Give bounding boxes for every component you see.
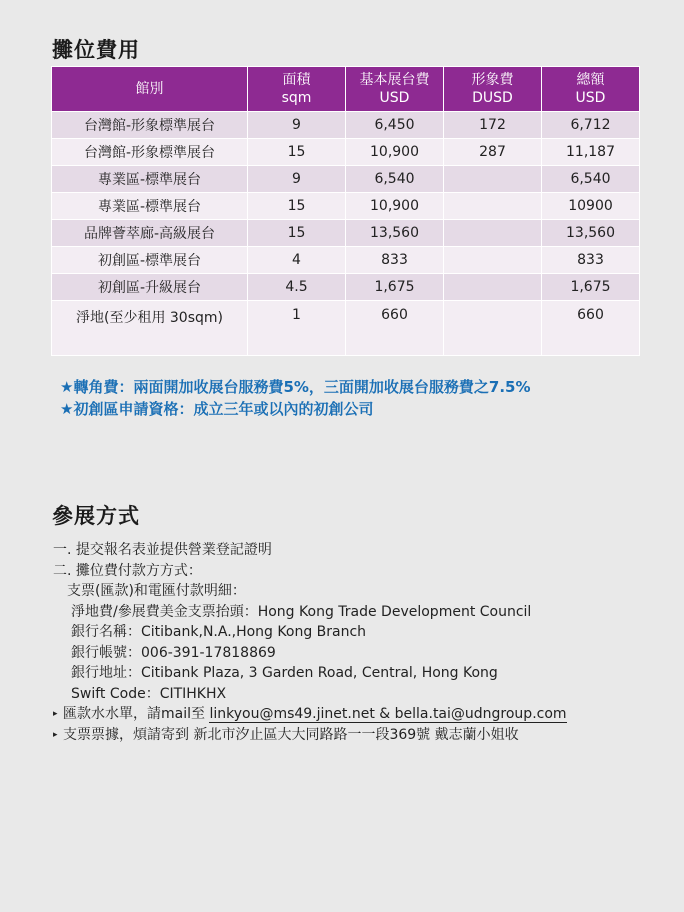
header-unit: DUSD [472,90,513,106]
header-label: 總額 [576,72,605,88]
email-links[interactable]: linkyou@ms49.jinet.net & bella.tai@udngroup.com [209,706,567,722]
remittance-text: 匯款水水單，請mail至 [63,706,210,722]
table-cell: 專業區-標準展台 [52,166,248,193]
remittance-line [53,704,567,725]
table-cell [444,247,542,274]
header-cell [52,67,248,112]
bank-name-line: 銀行名稱：Citibank,N.A.,Hong Kong Branch [71,624,367,640]
corner-fee-note: ★轉角費：兩面開加收展台服務費5%，三面開加收展台服務費之7.5% [60,378,531,396]
startup-eligibility-note: ★初創區申請資格：成立三年或以內的初創公司 [60,400,374,418]
cheque-text: 支票票據，煩請寄到 新北市汐止區大大同路路一一段369號 戴志蘭小姐收 [63,726,519,743]
table-cell: 4 [248,247,346,274]
swift-line: Swift Code：CITIHKHX [71,685,227,702]
table-row [52,112,640,139]
table-cell: 6,540 [542,166,640,193]
table-cell [444,166,542,193]
table-cell [444,193,542,220]
table-cell: 1,675 [542,274,640,301]
method-title: 參展方式 [52,504,140,528]
header-cell [248,67,346,112]
fees-title: 攤位費用 [52,38,140,62]
table-cell: 9 [248,166,346,193]
table-row [52,193,640,220]
table-cell: 833 [346,247,444,274]
table-cell: 10,900 [346,139,444,166]
table-cell [444,220,542,247]
payee-line: 淨地費/參展費美金支票抬頭：Hong Kong Trade Development Council [71,603,532,620]
table-cell: 287 [444,139,542,166]
header-label: 面積 [282,72,311,88]
table-cell: 13,560 [542,220,640,247]
table-cell: 15 [248,139,346,166]
bullet-icon: ▸ [53,709,58,719]
header-unit: USD [575,90,606,106]
header-label: 基本展台費 [359,72,430,88]
table-cell: 品牌薈萃廊-高級展台 [52,220,248,247]
table-cell: 172 [444,112,542,139]
header-cell [542,67,640,112]
table-row [52,247,640,274]
table-cell: 15 [248,193,346,220]
table-row [52,166,640,193]
bank-address-line: 銀行地址：Citibank Plaza, 3 Garden Road, Central, Hong Kong [71,665,498,681]
table-cell: 6,712 [542,112,640,139]
header-label: 形象費 [471,72,514,88]
cheque-line [53,725,567,746]
table-cell: 1,675 [346,274,444,301]
table-cell: 11,187 [542,139,640,166]
step-2: 二. 攤位費付款方方式： [53,562,202,579]
table-row [52,139,640,166]
table-row [52,301,640,356]
table-cell: 初創區-標準展台 [52,247,248,274]
header-unit: sqm [281,90,312,106]
table-cell: 初創區-升級展台 [52,274,248,301]
table-cell: 台灣館-形象標準展台 [52,139,248,166]
bullet-icon: ▸ [53,729,58,740]
table-cell: 10,900 [346,193,444,220]
table-row [52,220,640,247]
header-label: 館別 [135,81,164,97]
table-cell [444,274,542,301]
table-cell: 10900 [542,193,640,220]
account-line: 銀行帳號：006-391-17818869 [71,644,276,661]
table-cell: 專業區-標準展台 [52,193,248,220]
participation-method [53,540,567,745]
table-cell: 1 [248,301,346,356]
table-cell: 4.5 [248,274,346,301]
table-cell: 淨地(至少租用 30sqm) [52,301,248,356]
table-cell [444,301,542,356]
header-cell [444,67,542,112]
table-cell: 6,450 [346,112,444,139]
table-row [52,274,640,301]
step-1: 一. 提交報名表並提供營業登記證明 [53,542,272,558]
table-cell: 台灣館-形象標準展台 [52,112,248,139]
table-cell: 660 [346,301,444,356]
table-cell: 9 [248,112,346,139]
fee-table [51,66,640,356]
payment-details-title: 支票(匯款)和電匯付款明細： [67,583,246,599]
table-cell: 833 [542,247,640,274]
header-unit: USD [379,90,410,106]
table-cell: 6,540 [346,166,444,193]
fee-notes [60,376,531,420]
table-header-row [52,67,640,112]
header-cell [346,67,444,112]
table-cell: 660 [542,301,640,356]
table-cell: 15 [248,220,346,247]
table-cell: 13,560 [346,220,444,247]
